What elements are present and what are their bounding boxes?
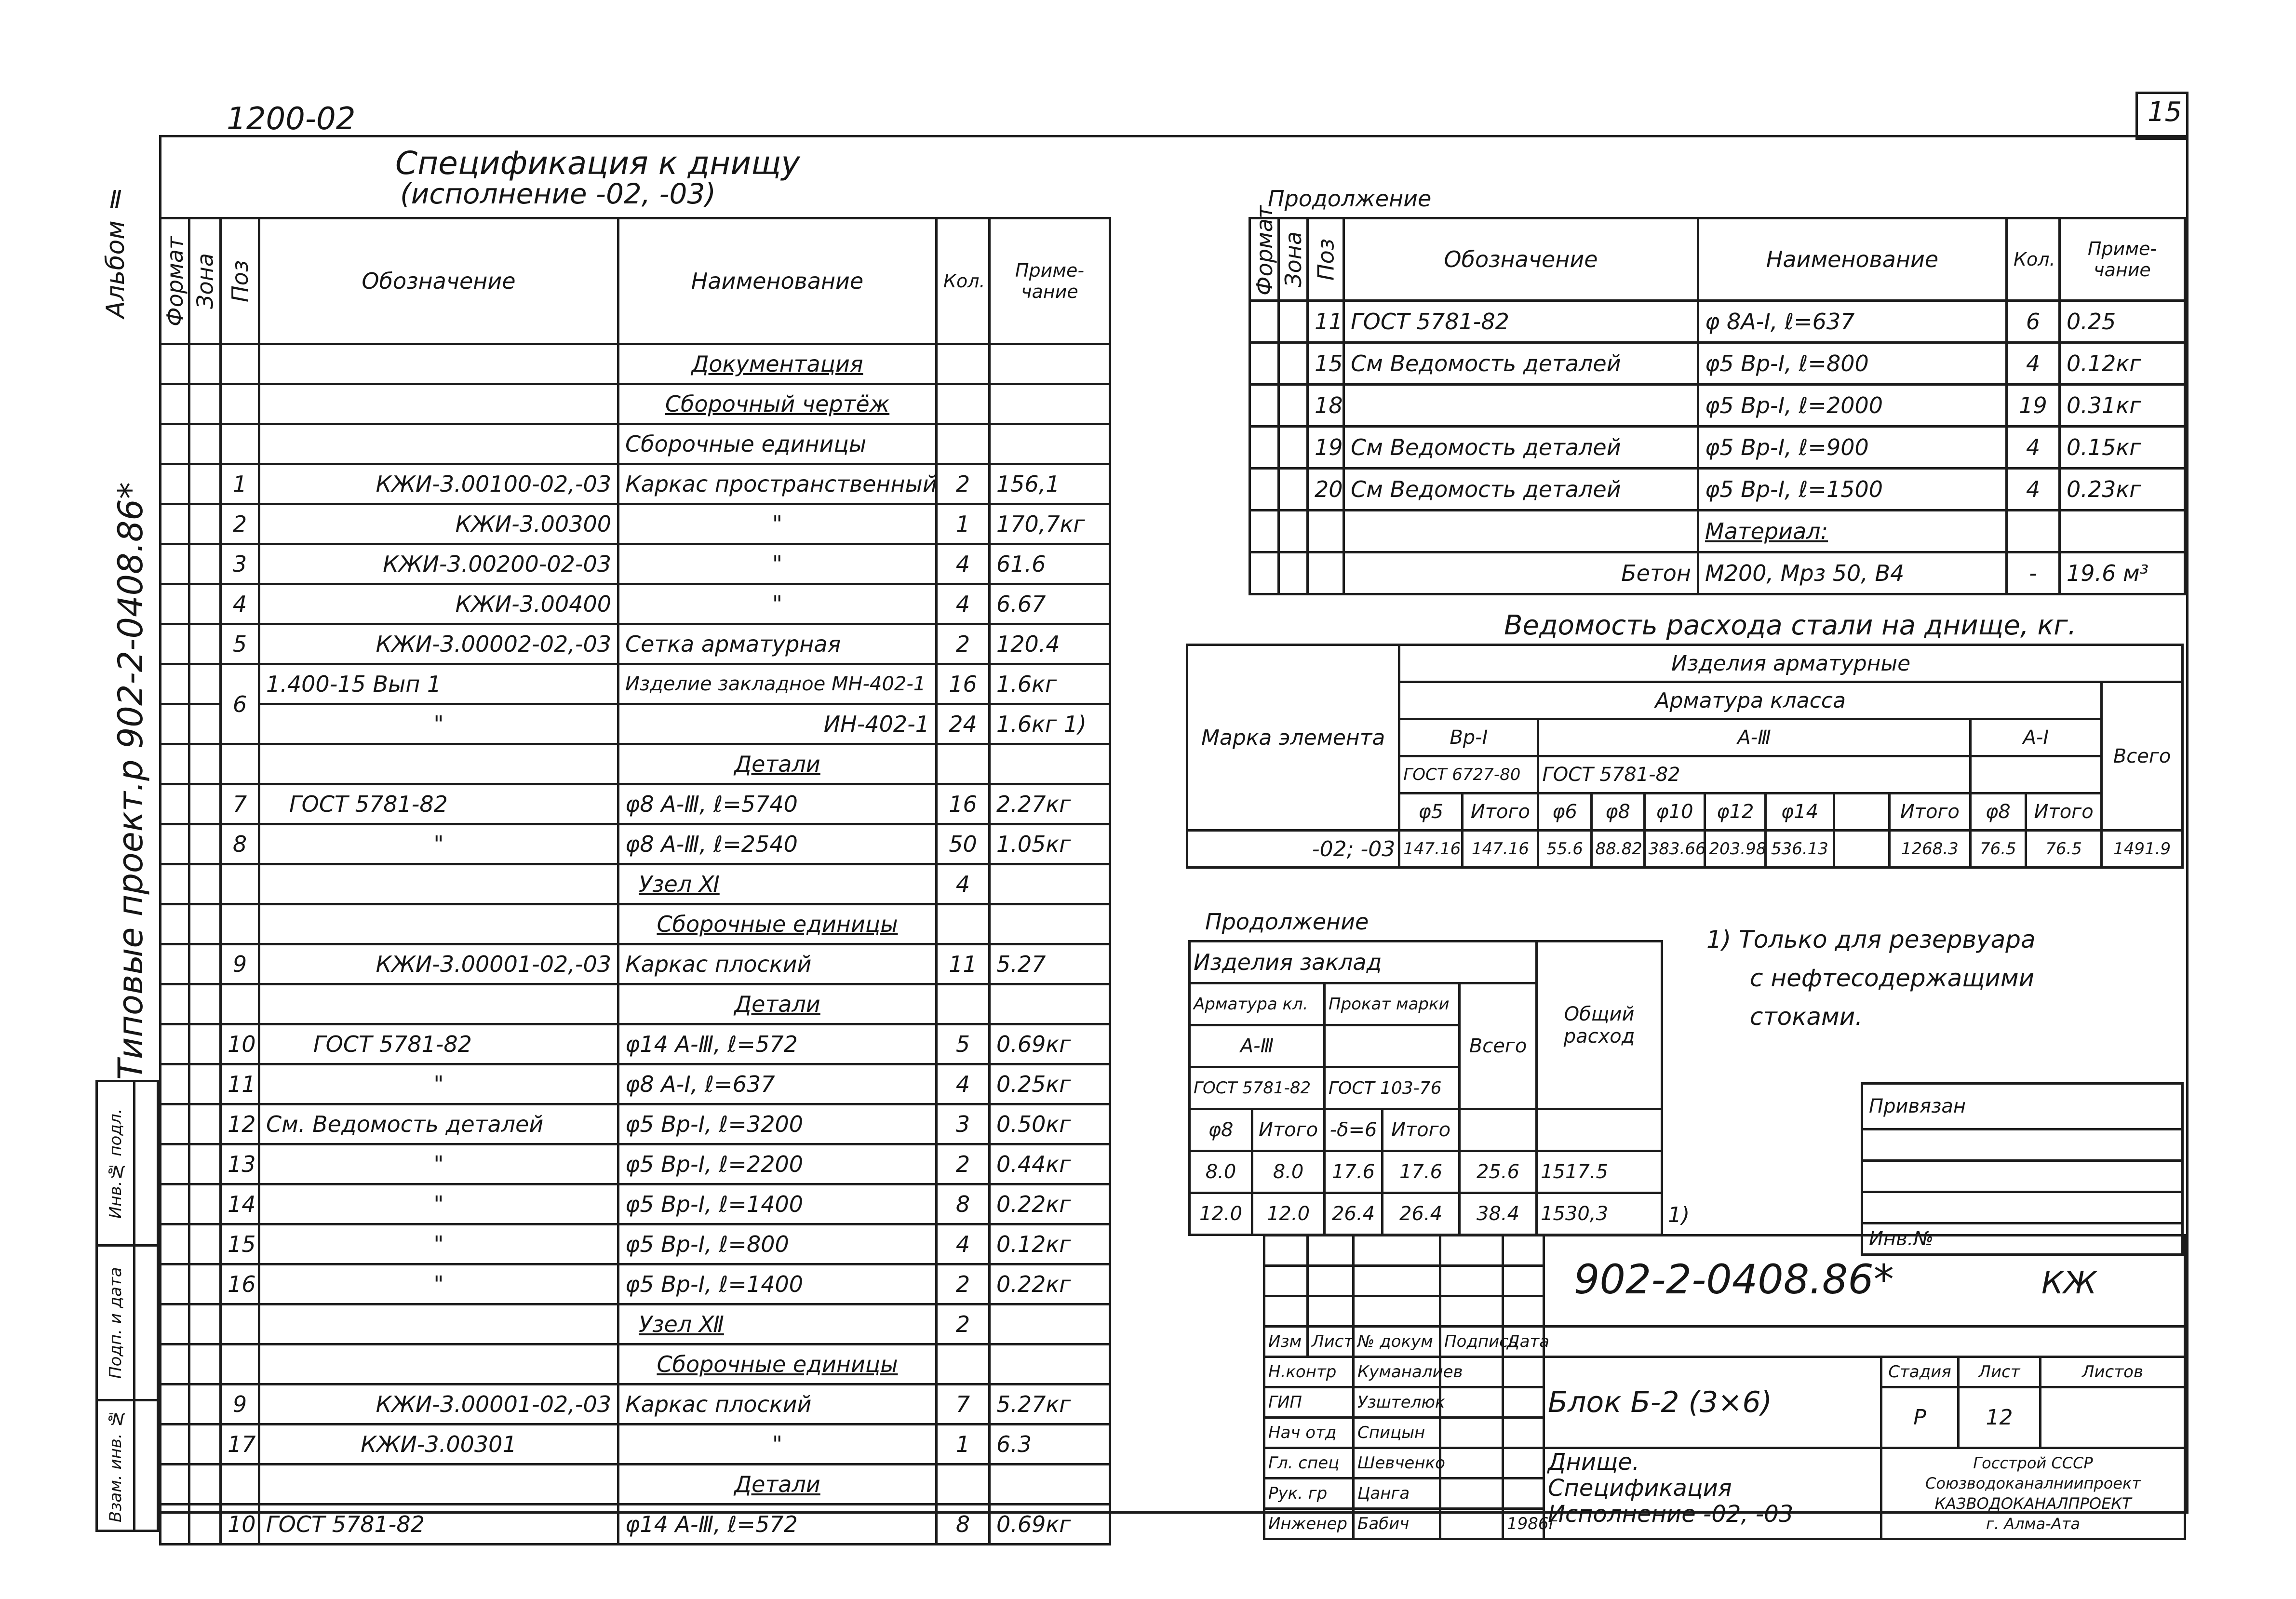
album-label: Альбом Ⅱ bbox=[101, 183, 130, 318]
table-row: 4 КЖИ-3.00400 " 4 6.67 bbox=[161, 584, 1110, 624]
embedded-title: Продолжение bbox=[1205, 909, 1369, 935]
privyazan-inv: Инв.№ bbox=[1862, 1223, 2183, 1255]
table-row: Бетон М200, Мрз 50, В4 - 19.6 м³ bbox=[1250, 552, 2185, 594]
steel-row-mark: -02; -03 bbox=[1187, 831, 1399, 868]
table-row: 17 КЖИ-3.00301 " 1 6.3 bbox=[161, 1424, 1110, 1465]
table-row: Узел Ⅻ 2 bbox=[161, 1304, 1110, 1344]
table-row: 6 1.400-15 Вып 1 Изделие закладное МН-402-1 16 1.6кг bbox=[161, 664, 1110, 704]
privyazan-label: Привязан bbox=[1862, 1084, 2183, 1129]
stage-value: Р bbox=[1881, 1387, 1959, 1448]
table-row: 18 φ5 Вр-Ⅰ, ℓ=2000 19 0.31кг bbox=[1250, 385, 2185, 427]
table-row: Детали bbox=[161, 744, 1110, 784]
steel-table bbox=[1186, 644, 2184, 869]
embedded-header: Изделия заклад bbox=[1190, 941, 1537, 983]
embedded-gost1: ГОСТ 5781-82 bbox=[1190, 1067, 1325, 1109]
title-description: Днище. Спецификация Исполнение -02, -03 bbox=[1544, 1448, 1881, 1539]
steel-total-label: Всего bbox=[2102, 682, 2183, 831]
table-row: 13 " φ5 Вр-Ⅰ, ℓ=2200 2 0.44кг bbox=[161, 1144, 1110, 1184]
stamp-vzam-inv: Взам. инв. № bbox=[97, 1400, 134, 1531]
stamp-inv-podl: Инв.№ подл. bbox=[97, 1081, 134, 1246]
embedded-gost2: ГОСТ 103-76 bbox=[1325, 1067, 1460, 1109]
embedded-footnote-mark: 1) bbox=[1668, 1203, 1690, 1227]
table-row: Узел Ⅺ 4 bbox=[161, 864, 1110, 904]
title-block: 902-2-0408.86* КЖ Изм Лист № докум Подпись Дата Н.контр Куманалиев Блок Б-2 (3×6) Стадия Лист Листов ГИП Узштелюк Р 12 Нач отд Спицын Гл. спец Шевченко Днище. Спецификация Исполнение -02, -03 Госстрой СССР Союзводоканалниипроект КАЗВОДОКАНАЛПРОЕКТ г. Алма-Ата Рук. гр Цанга Инженер Бабич 1986г bbox=[1263, 1234, 2186, 1540]
col-designation: Обозначение bbox=[259, 218, 618, 344]
table-row: 11 ГОСТ 5781-82 φ 8А-Ⅰ, ℓ=637 6 0.25 bbox=[1250, 301, 2185, 343]
table-row: 12 См. Ведомость деталей φ5 Вр-Ⅰ, ℓ=3200 3 0.50кг bbox=[161, 1104, 1110, 1144]
spec-subtitle: (исполнение -02, -03) bbox=[400, 177, 716, 210]
continuation-table bbox=[1249, 205, 2186, 595]
table-row: Материал: bbox=[1250, 511, 2185, 552]
embedded-arm-label: Арматура кл. bbox=[1190, 983, 1325, 1025]
cont-col-pos: Поз bbox=[1308, 218, 1344, 301]
col-note: Приме-чание bbox=[990, 218, 1110, 344]
spec-title: Спецификация к днищу bbox=[395, 145, 800, 182]
col-pos: Поз bbox=[221, 218, 259, 344]
table-row: 16 " φ5 Вр-Ⅰ, ℓ=1400 2 0.22кг bbox=[161, 1264, 1110, 1304]
col-name: Наименование bbox=[618, 218, 937, 344]
table-row: Детали bbox=[161, 1465, 1110, 1505]
table-row: 15 См Ведомость деталей φ5 Вр-Ⅰ, ℓ=800 4 0.12кг bbox=[1250, 343, 2185, 385]
cont-col-name: Наименование bbox=[1698, 218, 2007, 301]
table-row: 5 КЖИ-3.00002-02,-03 Сетка арматурная 2 120.4 bbox=[161, 624, 1110, 664]
embedded-class: А-Ⅲ bbox=[1190, 1025, 1325, 1067]
table-row: 8.0 8.0 17.6 17.6 25.6 1517.5 bbox=[1190, 1151, 1662, 1193]
table-row: Документация bbox=[161, 344, 1110, 384]
table-row: 19 См Ведомость деталей φ5 Вр-Ⅰ, ℓ=900 4 0.15кг bbox=[1250, 427, 2185, 469]
left-stamp-strip bbox=[95, 1080, 159, 1532]
block-name: Блок Б-2 (3×6) bbox=[1544, 1357, 1881, 1448]
table-row: 11 " φ8 А-Ⅰ, ℓ=637 4 0.25кг bbox=[161, 1064, 1110, 1104]
steel-gost-vr: ГОСТ 6727-80 bbox=[1399, 756, 1538, 793]
table-row: 9 КЖИ-3.00001-02,-03 Каркас плоский 11 5.27 bbox=[161, 944, 1110, 984]
table-row: 10 ГОСТ 5781-82 φ14 А-Ⅲ, ℓ=572 8 0.69кг bbox=[161, 1505, 1110, 1545]
doc-code: 902-2-0408.86* bbox=[1574, 1256, 1894, 1303]
steel-izdeliya: Изделия арматурные bbox=[1399, 645, 2183, 682]
steel-armatura: Арматура класса bbox=[1399, 682, 2102, 719]
table-row: 9 КЖИ-3.00001-02,-03 Каркас плоский 7 5.27кг bbox=[161, 1384, 1110, 1424]
spec-table bbox=[159, 217, 1111, 1545]
table-row: 10 ГОСТ 5781-82 φ14 А-Ⅲ, ℓ=572 5 0.69кг bbox=[161, 1024, 1110, 1064]
steel-gost-a3: ГОСТ 5781-82 bbox=[1538, 756, 1970, 793]
project-vertical-label: Типовые проект.р 902-2-0408.86* bbox=[111, 482, 150, 1080]
footnote-line2: с нефтесодержащими bbox=[1750, 964, 2035, 992]
steel-class-a3: А-Ⅲ bbox=[1538, 719, 1970, 756]
cont-col-note: Приме-чание bbox=[2060, 218, 2185, 301]
sheet-value: 12 bbox=[1959, 1387, 2041, 1448]
table-row: Сборочный чертёж bbox=[161, 384, 1110, 424]
table-row: 14 " φ5 Вр-Ⅰ, ℓ=1400 8 0.22кг bbox=[161, 1184, 1110, 1224]
table-row: 7 ГОСТ 5781-82 φ8 А-Ⅲ, ℓ=5740 16 2.27кг bbox=[161, 784, 1110, 824]
table-row: Детали bbox=[161, 984, 1110, 1024]
table-row: -02; -03 147.16 147.16 55.6 88.82 383.66 203.98 536.13 1268.3 76.5 76.5 1491.9 bbox=[1187, 831, 2183, 868]
table-row: Сборочные единицы bbox=[161, 424, 1110, 464]
title-block-header-row: Изм Лист № докум Подпись Дата bbox=[1264, 1327, 2185, 1357]
footnote-line1: 1) Только для резервуара bbox=[1706, 926, 2036, 954]
cont-col-designation: Обозначение bbox=[1344, 218, 1698, 301]
cont-col-qty: Кол. bbox=[2007, 218, 2060, 301]
embedded-table bbox=[1188, 940, 1663, 1236]
embedded-total-label: Всего bbox=[1460, 983, 1537, 1109]
table-row: 20 См Ведомость деталей φ5 Вр-Ⅰ, ℓ=1500 4 0.23кг bbox=[1250, 469, 2185, 511]
continuation-title: Продолжение bbox=[1268, 186, 1432, 212]
table-row: 8 " φ8 А-Ⅲ, ℓ=2540 50 1.05кг bbox=[161, 824, 1110, 864]
sheet-code-top: 1200-02 bbox=[227, 101, 356, 137]
steel-title: Ведомость расхода стали на днище, кг. bbox=[1504, 610, 2077, 641]
embedded-col-headers: φ8 Итого -δ=6 Итого bbox=[1190, 1109, 1662, 1151]
col-zone: Зона bbox=[189, 218, 221, 344]
sheets-value bbox=[2041, 1387, 2185, 1448]
organization: Госстрой СССР Союзводоканалниипроект КАЗВОДОКАНАЛПРОЕКТ г. Алма-Ата bbox=[1881, 1448, 2185, 1539]
footnote-line3: стоками. bbox=[1750, 1003, 1863, 1031]
table-row: 1 КЖИ-3.00100-02,-03 Каркас пространственный 2 156,1 bbox=[161, 464, 1110, 504]
steel-mark-label: Марка элемента bbox=[1187, 645, 1399, 831]
embedded-prokat-label: Прокат марки bbox=[1325, 983, 1460, 1025]
cont-col-zone: Зона bbox=[1279, 218, 1308, 301]
table-row: 3 КЖИ-3.00200-02-03 " 4 61.6 bbox=[161, 544, 1110, 584]
table-row: Сборочные единицы bbox=[161, 1344, 1110, 1384]
doc-mark: КЖ bbox=[2041, 1265, 2097, 1301]
steel-class-vr: Вр-Ⅰ bbox=[1399, 719, 1538, 756]
stamp-podp-data: Подп. и дата bbox=[97, 1246, 134, 1400]
page-number: 15 bbox=[2148, 96, 2182, 128]
embedded-overall-label: Общий расход bbox=[1537, 941, 1662, 1109]
table-row: Сборочные единицы bbox=[161, 904, 1110, 944]
col-format: Формат bbox=[161, 218, 189, 344]
col-qty: Кол. bbox=[937, 218, 990, 344]
table-row: 15 " φ5 Вр-Ⅰ, ℓ=800 4 0.12кг bbox=[161, 1224, 1110, 1264]
cont-col-format: Формат bbox=[1250, 218, 1279, 301]
table-row: 12.0 12.0 26.4 26.4 38.4 1530,3 bbox=[1190, 1193, 1662, 1235]
steel-class-a1: А-Ⅰ bbox=[1970, 719, 2102, 756]
table-row: 2 КЖИ-3.00300 " 1 170,7кг bbox=[161, 504, 1110, 544]
privyazan-block bbox=[1861, 1082, 2184, 1256]
table-row: " ИН-402-1 24 1.6кг 1) bbox=[161, 704, 1110, 744]
steel-col-headers: φ5 Итого φ6 φ8 φ10 φ12 φ14 Итого φ8 Итого bbox=[1187, 793, 2183, 831]
